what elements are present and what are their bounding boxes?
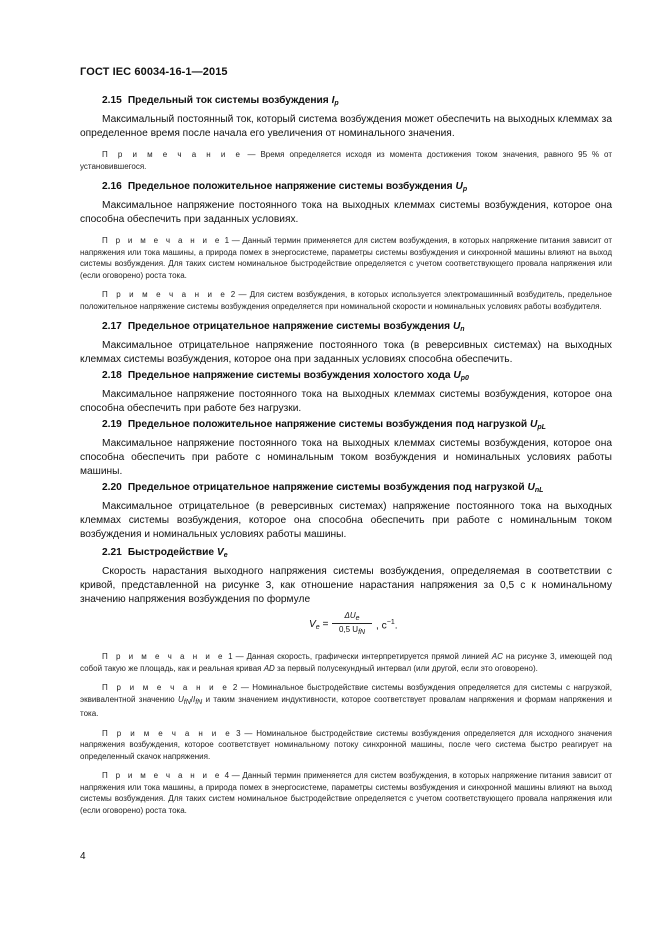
note-2-21-3 xyxy=(80,728,612,763)
formula-lhs-symbol: V xyxy=(309,619,316,630)
term-symbol-sub: n xyxy=(460,326,465,333)
note-label: П р и м е ч а н и е xyxy=(102,683,230,692)
term-number: 2.20 xyxy=(102,482,122,493)
note-label: П р и м е ч а н и е xyxy=(102,771,222,780)
note-label: П р и м е ч а н и е xyxy=(102,290,228,299)
term-symbol: I xyxy=(331,95,335,106)
term-symbol-sub: pL xyxy=(537,424,546,431)
term-number: 2.18 xyxy=(102,370,122,381)
note-text-cont: на рисунке 3, имеющей под собой такую же площадь, как и реальная кривая xyxy=(80,652,612,673)
document-header: ГОСТ IEC 60034-16-1—2015 xyxy=(80,66,228,78)
note-curve-ad: AD xyxy=(263,663,275,673)
note-slash: / xyxy=(190,694,193,704)
note-label: П р и м е ч а н и е xyxy=(102,150,243,159)
term-title: Предельное положительное напряжение системы возбуждения под нагрузкой xyxy=(127,419,528,430)
definition-2-19: Максимальное напряжение постоянного тока на выходных клеммах системы возбуждения, которое она способна обеспечить при работе с номинальным током возбуждения и номинальных условиях работы машины. xyxy=(80,438,612,477)
term-symbol: U xyxy=(527,482,535,493)
note-text: 1 — Данный термин применяется для систем возбуждения, в которых напряжение питания зависит от напряжения или тока машины, а природа помех в энергосистеме, параметры системы возбуждения и синхронной машины влияют на выход системы возбуждения. Для таких систем номинальное быстродействие определяется с учетом соответствующего провала напряжения или (если оговорено) роста тока. xyxy=(80,236,612,280)
term-symbol: U xyxy=(452,321,461,332)
definition-2-20: Максимальное отрицательное (в реверсивных системах) напряжение постоянного тока на выходных клеммах системы возбуждения, которое она способна обеспечить при работе с номинальным током возбуждения и номинальных условиях работы машины. xyxy=(80,501,612,540)
term-title: Предельное отрицательное напряжение системы возбуждения под нагрузкой xyxy=(127,482,525,493)
term-title: Быстродействие xyxy=(127,547,215,558)
term-title: Предельный ток системы возбуждения xyxy=(127,95,329,106)
term-2-19 xyxy=(80,418,612,435)
definition-2-21: Скорость нарастания выходного напряжения системы возбуждения, определяемая в соответствии с кривой, представленной на рисунке 3, как отношение нарастания напряжения за 0,5 с к номинальному значению напряжения возбуждения по формуле xyxy=(80,566,612,605)
note-text: 2 — Номинальное быстродействие системы возбуждения определяется для системы с нагрузкой, эквивалентной значению xyxy=(80,683,613,704)
definition-2-15: Максимальный постоянный ток, который система возбуждения может обеспечить на выходных клеммах за определенное время после начала его увеличения от номинального значения. xyxy=(80,114,612,139)
note-2-15 xyxy=(80,149,612,172)
definition-2-17: Максимальное отрицательное напряжение постоянного тока (в реверсивных системах) на выходных клеммах системы возбуждения, которое она при заданных условиях способна обеспечить. xyxy=(80,340,612,365)
term-number: 2.16 xyxy=(102,181,122,192)
note-symbol-i: I xyxy=(193,694,196,704)
term-2-18 xyxy=(80,369,612,386)
note-label: П р и м е ч а н и е xyxy=(102,728,233,738)
formula-den-sub: fN xyxy=(358,629,366,636)
note-text-end: и таким значением индуктивности, которое соответствует провалам напряжения и формам напряжения и тока. xyxy=(80,694,612,718)
term-2-20 xyxy=(80,481,612,498)
term-number: 2.15 xyxy=(102,95,122,106)
formula-rhs xyxy=(376,619,398,631)
formula-num-text: ΔU xyxy=(344,611,356,620)
definition-2-18: Максимальное напряжение постоянного тока на выходных клеммах системы возбуждения, которое она способна обеспечить при работе без нагрузки. xyxy=(80,389,612,414)
note-2-21-4 xyxy=(80,770,612,816)
note-text: 4 — Данный термин применяется для систем возбуждения, в которых напряжение питания зависит от напряжения или тока машины, а природа помех в энергосистеме, параметры системы возбуждения и синхронной машины влияют на выход системы возбуждения. Для таких систем номинальное быстродействие определяется с учетом соответствующего провала напряжения или (если оговорено) роста тока. xyxy=(80,771,612,815)
term-2-16 xyxy=(80,180,612,197)
term-symbol-sub: p0 xyxy=(460,375,469,382)
note-symbol-u: U xyxy=(177,694,184,704)
formula-den-text: 0,5 U xyxy=(338,625,359,634)
note-2-16-2 xyxy=(80,289,612,312)
term-number: 2.17 xyxy=(102,321,122,332)
note-text: — Время определяется исходя из момента достижения током значения, равного 95 % от установившегося. xyxy=(80,150,612,171)
note-text-end: за первый полусекундный интервал (или другой, если это оговорено). xyxy=(274,663,538,673)
note-2-16-1 xyxy=(80,235,612,281)
note-text: 2 — Для систем возбуждения, в которых используется электромашинный возбудитель, предельное положительное напряжение системы возбуждения определяется при номинальной скорости и номинальных условиях работы возбудителя. xyxy=(80,290,612,311)
formula-unit-exponent: −1 xyxy=(386,619,395,626)
note-2-21-1 xyxy=(80,651,612,674)
formula-denominator xyxy=(332,624,372,636)
term-2-17 xyxy=(80,320,612,337)
formula-speed xyxy=(80,611,612,641)
note-label: П р и м е ч а н и е xyxy=(102,652,226,661)
formula-equals: = xyxy=(319,619,329,630)
note-text: 3 — Номинальное быстродействие системы возбуждения определяется для исходного значения напряжения возбуждения, которое соответствует номинальному потоку синхронной машины, после чего система быстро реагирует на определенный скачок напряжения. xyxy=(80,728,612,761)
term-symbol: U xyxy=(455,181,463,192)
formula-lhs-sub: e xyxy=(315,624,320,631)
formula-fraction xyxy=(332,611,372,636)
term-title: Предельное положительное напряжение системы возбуждения xyxy=(127,181,453,192)
formula-period: . xyxy=(394,620,398,632)
page-content xyxy=(80,94,612,824)
formula-unit: , с xyxy=(376,620,387,632)
term-number: 2.19 xyxy=(102,419,122,430)
page-number: 4 xyxy=(80,851,86,862)
term-2-15 xyxy=(80,94,612,111)
note-symbol-u-sub: fN xyxy=(183,698,191,706)
formula-numerator xyxy=(332,611,372,624)
note-symbol-i-sub: fN xyxy=(195,698,203,706)
term-symbol-sub: p xyxy=(462,186,468,193)
term-2-21 xyxy=(80,546,612,563)
term-title: Предельное напряжение системы возбуждения холостого хода xyxy=(127,370,451,381)
term-symbol: U xyxy=(530,419,538,430)
term-number: 2.21 xyxy=(102,547,122,558)
term-symbol-sub: e xyxy=(223,552,228,559)
note-2-21-2 xyxy=(80,682,612,720)
term-symbol: V xyxy=(216,547,224,558)
term-symbol: U xyxy=(453,370,461,381)
term-title: Предельное отрицательное напряжение системы возбуждения xyxy=(127,321,451,332)
note-label: П р и м е ч а н и е xyxy=(102,236,222,245)
term-symbol-sub: p xyxy=(334,100,339,107)
note-text: 1 — Данная скорость, графически интерпретируется прямой линией xyxy=(225,652,492,661)
term-symbol-sub: nL xyxy=(534,487,544,494)
formula-lhs xyxy=(309,619,328,631)
note-line-ac: AC xyxy=(491,652,503,661)
formula-num-sub: e xyxy=(355,615,360,622)
definition-2-16: Максимальное напряжение постоянного тока на выходных клеммах системы возбуждения, которое она способна обеспечить при заданных условиях. xyxy=(80,200,612,225)
